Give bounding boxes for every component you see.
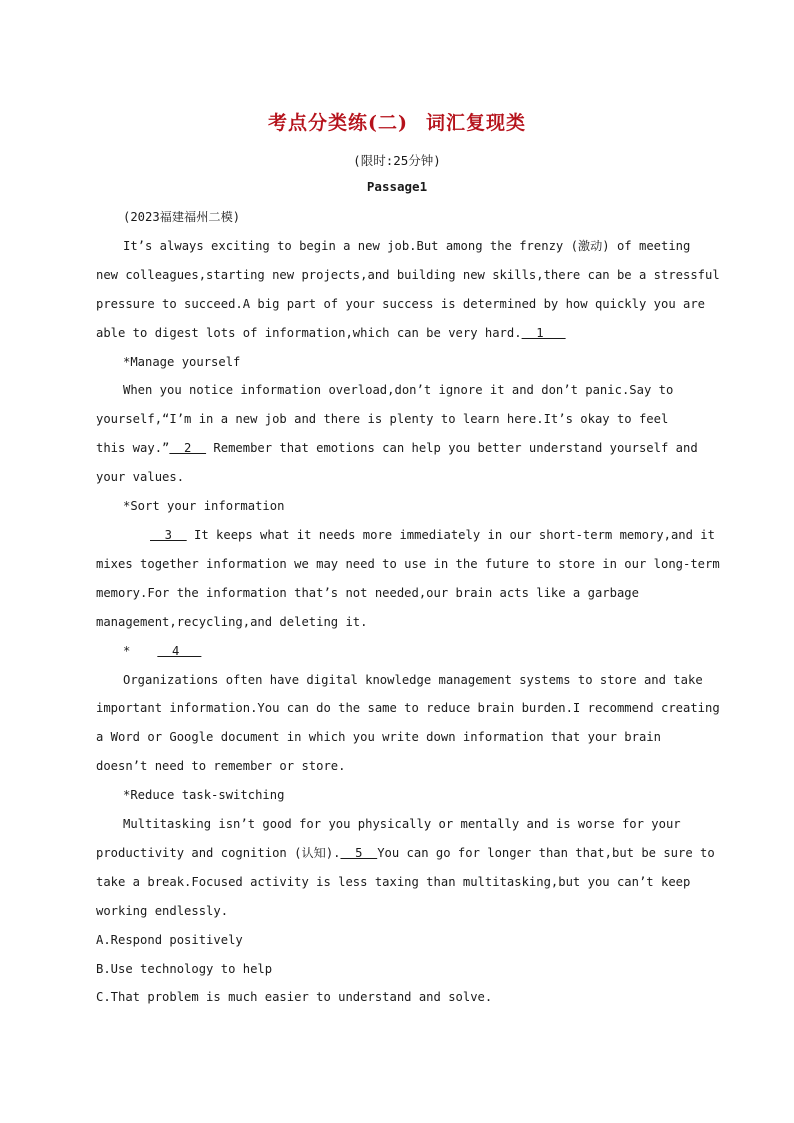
para2-line: When you notice information overload,don’t ignore it and don’t panic.Say to xyxy=(123,383,674,398)
para4-line: Organizations often have digital knowledge management systems to store and take xyxy=(123,672,703,687)
paragraph-5 xyxy=(96,810,715,926)
paragraph-2 xyxy=(96,376,696,492)
time-limit: (限时:25分钟) xyxy=(353,153,441,168)
para5-line: take a break.Focused activity is less taxing than multitasking,but you can’t keep xyxy=(96,874,691,889)
option-a: A.Respond positively xyxy=(96,932,243,947)
paragraph-1 xyxy=(96,232,720,348)
para3-line: memory.For the information that’s not needed,our brain acts like a garbage xyxy=(96,585,639,600)
para3-line: mixes together information we may need to use in the future to store in our long-term xyxy=(96,556,720,571)
para4-line: a Word or Google document in which you write down information that your brain xyxy=(96,730,661,745)
heading-reduce-task-switching: *Reduce task-switching xyxy=(123,788,285,803)
page-title xyxy=(0,108,794,135)
para5-line: working endlessly. xyxy=(96,903,229,918)
heading-manage-yourself: *Manage yourself xyxy=(123,354,241,369)
para2-line: Remember that emotions can help you better understand yourself and xyxy=(206,441,698,456)
heading-blank-4 xyxy=(96,637,696,666)
para3-line: management,recycling,and deleting it. xyxy=(96,614,368,629)
source-note: (2023福建福州二模) xyxy=(123,210,241,224)
para5-line: You can go for longer than that,but be sure to xyxy=(377,845,715,860)
blank-3: 3 xyxy=(150,527,187,542)
heading-4-prefix: * xyxy=(123,643,131,658)
para1-line: new colleagues,starting new projects,and building new skills,there can be a stressful xyxy=(96,267,720,282)
para2-line: this way.” xyxy=(96,441,170,456)
passage-body xyxy=(96,203,720,1012)
para2-line: yourself,“I’m in a new job and there is plenty to learn here.It’s okay to feel xyxy=(96,412,669,427)
para1-line: able to digest lots of information,which can be very hard. xyxy=(96,325,522,340)
blank-5: 5 xyxy=(340,845,378,860)
para1-line: pressure to succeed.A big part of your success is determined by how quickly you are xyxy=(96,296,706,311)
paragraph-4 xyxy=(96,666,720,782)
option-c: C.That problem is much easier to understand and solve. xyxy=(96,990,493,1005)
para1-line: It’s always exciting to begin a new job.But among the frenzy (激动) of meeting xyxy=(123,238,691,253)
para4-line: important information.You can do the same to reduce brain burden.I recommend creating xyxy=(96,701,720,716)
para5-line: productivity and cognition (认知). xyxy=(96,845,341,860)
title-part2: 词汇复现类 xyxy=(425,112,526,134)
blank-1: 1 xyxy=(521,325,566,340)
passage-label: Passage1 xyxy=(366,179,428,194)
para5-line: Multitasking isn’t good for you physically or mentally and is worse for your xyxy=(123,817,681,832)
blank-4: 4 xyxy=(157,643,202,658)
para2-line: your values. xyxy=(96,470,185,485)
paragraph-3 xyxy=(96,521,720,637)
blank-2: 2 xyxy=(169,441,207,456)
para4-line: doesn’t need to remember or store. xyxy=(96,759,346,774)
para3-line: It keeps what it needs more immediately in our short-term memory,and it xyxy=(186,527,715,542)
option-b: B.Use technology to help xyxy=(96,961,273,976)
title-part1: 考点分类练(二) xyxy=(268,112,408,134)
answer-options xyxy=(96,926,696,1013)
heading-sort-information: *Sort your information xyxy=(123,499,285,514)
